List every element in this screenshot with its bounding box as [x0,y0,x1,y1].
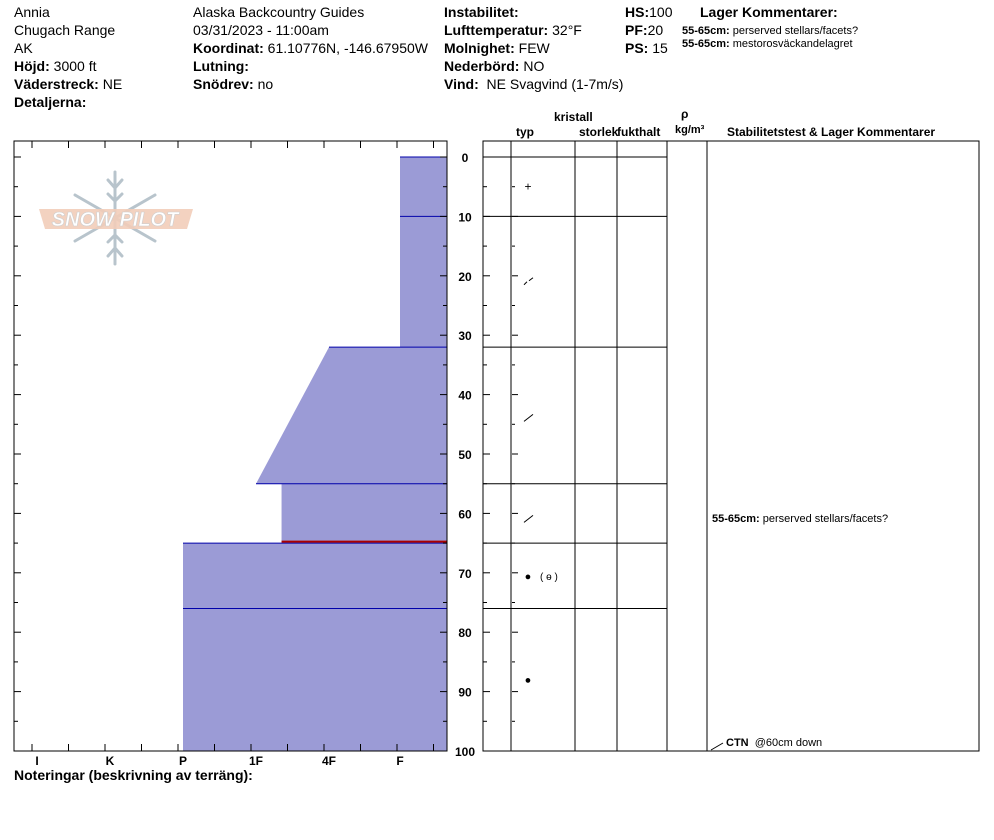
hardness-layer-2 [256,347,447,484]
organization: Alaska Backcountry Guides [193,4,365,20]
elevation-value: 3000 ft [53,58,97,74]
ps-label: PS: [625,40,649,56]
hs-value: 100 [649,4,673,20]
ps-value: 15 [652,40,668,56]
logo-text: SNOW PILOT [51,209,179,231]
notes-label: Noteringar (beskrivning av terräng): [14,767,253,783]
range-name: Chugach Range [14,22,116,38]
depth-label-80: 80 [458,626,472,641]
coord-label: Koordinat: [193,40,264,56]
grain-dash-b [529,278,533,281]
test-result [726,737,822,749]
pf-value: 20 [647,22,664,38]
stability-header: Stabilitetstest & Lager Kommentarer [727,125,936,139]
aspect-label: Väderstreck: [14,76,99,92]
elevation-label: Höjd: [14,58,50,74]
moisture-header: fukthalt [617,125,661,139]
rho-header: ρ [681,107,689,121]
hardness-label-1F: 1F [248,754,264,768]
chart-frames [14,141,979,751]
grain-table-frame [483,141,979,751]
aspect-value: NE [102,76,123,92]
sky-label: Molnighet: [444,40,515,56]
grain-dot-symbol-2: ● [524,674,532,687]
depth-label-70: 70 [458,566,472,581]
grain-slash-3 [524,515,533,522]
density-unit: kg/m³ [675,124,705,136]
depth-label-30: 30 [458,329,472,344]
layer-comment-2-range: 55-65cm: [682,38,730,50]
grain-dot-symbol: ● [524,570,532,583]
slope-label: Lutning: [193,58,249,74]
precip-value: NO [523,58,545,74]
hardness-layer-0 [400,157,447,216]
sky-value: FEW [518,40,550,56]
datetime: 03/31/2023 - 11:00am [193,22,329,38]
state-name: AK [14,40,33,56]
hardness-fill-group [183,157,447,751]
hardness-label-I: I [35,754,39,768]
layer-comment-2-text: mestorosväckandelagret [732,38,853,50]
depth-label-50: 50 [458,448,472,462]
hardness-label-K: K [105,754,115,768]
hardness-label-4F: 4F [321,754,337,768]
depth-label-10: 10 [458,210,472,225]
wind-value: NE Svagvind (1-7m/s) [486,76,624,92]
depth-label-20: 20 [458,269,472,284]
hardness-layer-5 [183,608,447,751]
type-header: typ [516,125,534,139]
hardness-layer-3 [282,484,447,543]
instability-label: Instabilitet: [444,4,519,20]
wind-loading-label: Snödrev: [193,76,254,92]
grain-dash-a [524,282,527,285]
layer-comments-title: Lager Kommentarer: [700,4,838,20]
hardness-label-P: P [178,754,188,768]
crystal-header: kristall [554,110,593,124]
depth-label-40: 40 [458,388,472,403]
test-result-name: CTN [726,737,749,749]
grain-plus-symbol: + [524,179,532,194]
grain-slash-2 [524,414,533,421]
observer-name: Annia [14,4,50,20]
layer-comment-1-range: 55-65cm: [682,25,730,37]
size-header: storlek [579,125,619,139]
air-temp-value: 32°F [552,22,582,38]
snowpilot-logo [39,172,193,264]
depth-label-60: 60 [458,507,472,522]
grain-round-symbol: ( ө ) [540,571,558,583]
hs-label: HS: [625,4,650,20]
depth-label-100: 100 [454,745,476,759]
test-pointer [711,743,723,750]
stability-comment [712,513,888,525]
layer-comment-1-text: perserved stellars/facets? [732,25,859,37]
depth-label-0: 0 [461,151,469,165]
hardness-label-F: F [396,754,404,768]
hardness-layer-1 [400,216,447,347]
stability-comment-text: perserved stellars/facets? [762,513,889,525]
air-temp-label: Lufttemperatur: [444,22,549,38]
details-label: Detaljerna: [14,94,87,110]
wind-loading-value: no [257,76,274,92]
coord-value: 61.10776N, -146.67950W [267,40,428,56]
pf-label: PF: [625,22,648,38]
stability-comment-range: 55-65cm: [712,513,760,525]
depth-label-90: 90 [458,685,472,700]
hardness-layer-4 [183,543,447,608]
precip-label: Nederbörd: [444,58,520,74]
wind-label: Vind: [444,76,479,92]
test-result-text: @60cm down [754,737,823,749]
grain-marks [524,180,723,750]
